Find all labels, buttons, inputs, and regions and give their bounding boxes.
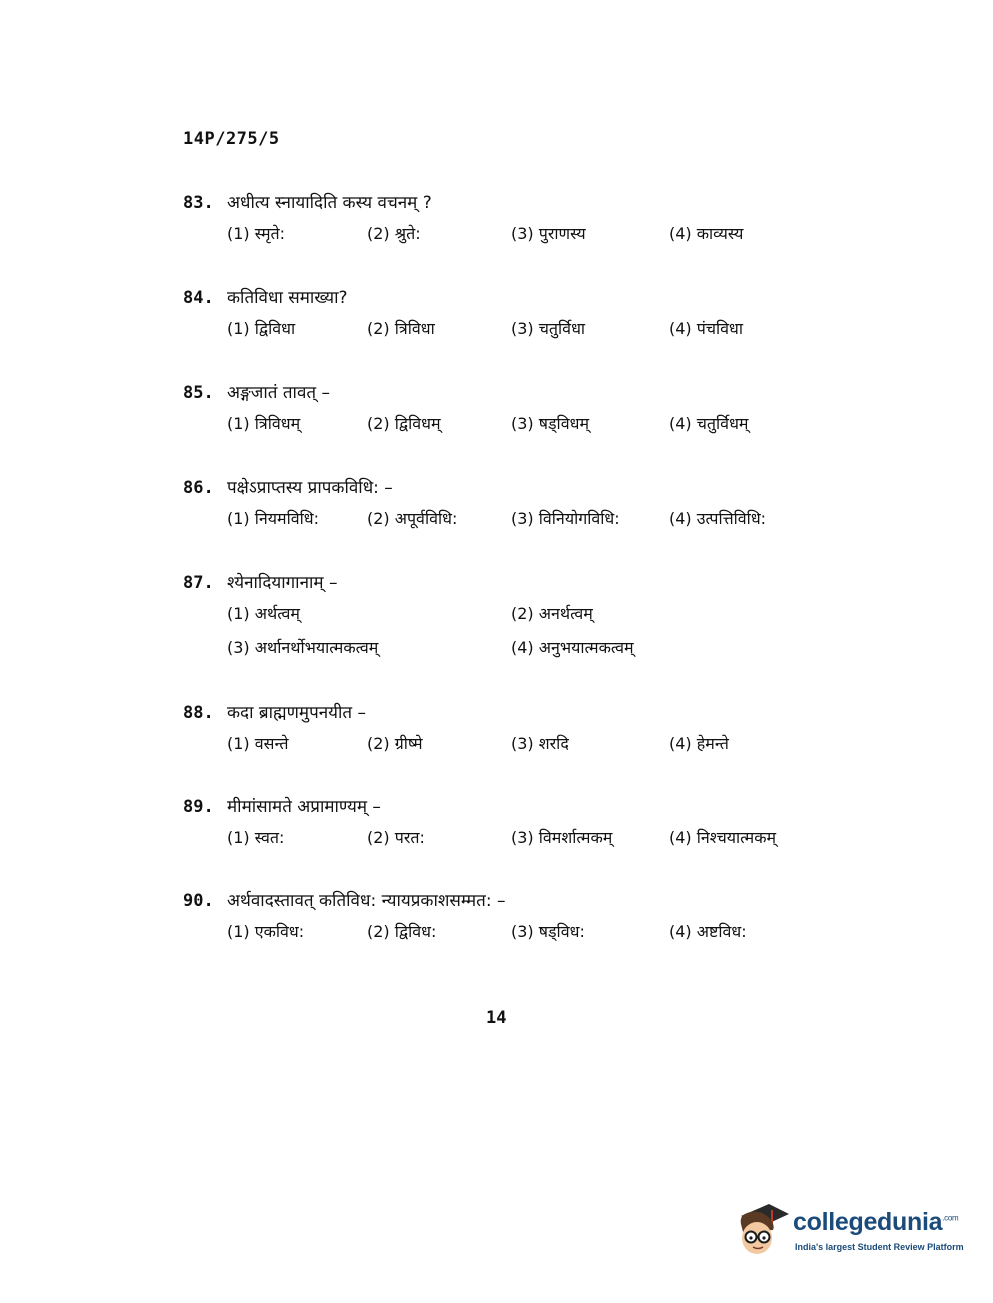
option-2: (2) द्विविधम् xyxy=(367,414,441,433)
option-1: (1) नियमविधि: xyxy=(227,509,320,528)
option-4: (4) अष्टविध: xyxy=(669,922,747,941)
question-number: 89. xyxy=(183,797,214,817)
option-3: (3) विनियोगविधि: xyxy=(511,509,620,528)
question-text: श्येनादियागानाम् – xyxy=(227,573,338,593)
question-number: 86. xyxy=(183,478,214,498)
option-4: (4) उत्पत्तिविधि: xyxy=(669,509,767,528)
option-4: (4) निश्चयात्मकम् xyxy=(669,828,777,847)
question-90 xyxy=(183,888,823,950)
option-1: (1) स्वत: xyxy=(227,828,285,847)
option-1: (1) वसन्ते xyxy=(227,734,289,753)
option-4: (4) चतुर्विधम् xyxy=(669,414,749,433)
question-text: अङ्गजातं तावत् – xyxy=(227,383,330,403)
page-number: 14 xyxy=(486,1008,507,1028)
option-2: (2) परत: xyxy=(367,828,425,847)
option-4: (4) अनुभयात्मकत्वम् xyxy=(511,638,634,657)
option-3: (3) विमर्शात्मकम् xyxy=(511,828,613,847)
question-number: 85. xyxy=(183,383,214,403)
option-1: (1) त्रिविधम् xyxy=(227,414,301,433)
option-3: (3) चतुर्विधा xyxy=(511,319,586,338)
option-1: (1) द्विविधा xyxy=(227,319,296,338)
question-86 xyxy=(183,475,823,537)
question-number: 90. xyxy=(183,891,214,911)
brand-domain-suffix: .com xyxy=(942,1213,959,1223)
option-2: (2) श्रुते: xyxy=(367,224,421,243)
option-1: (1) एकविध: xyxy=(227,922,305,941)
question-number: 87. xyxy=(183,573,214,593)
option-1: (1) स्मृते: xyxy=(227,224,286,243)
option-2: (2) द्विविध: xyxy=(367,922,437,941)
question-text: कदा ब्राह्मणमुपनयीत – xyxy=(227,703,367,723)
question-number: 83. xyxy=(183,193,214,213)
question-89 xyxy=(183,794,823,856)
brand-tagline: India's largest Student Review Platform xyxy=(795,1242,964,1252)
option-3: (3) पुराणस्य xyxy=(511,224,586,243)
question-88 xyxy=(183,700,823,762)
option-2: (2) अनर्थत्वम् xyxy=(511,604,593,623)
question-83 xyxy=(183,190,823,252)
question-text: अधीत्य स्नायादिति कस्य वचनम् ? xyxy=(227,193,432,213)
question-number: 84. xyxy=(183,288,214,308)
question-number: 88. xyxy=(183,703,214,723)
question-87 xyxy=(183,570,823,666)
option-3: (3) षड्विधम् xyxy=(511,414,590,433)
option-4: (4) काव्यस्य xyxy=(669,224,744,243)
option-3: (3) अर्थानर्थोभयात्मकत्वम् xyxy=(227,638,379,657)
brand-name: collegedunia$^{.com}$ xyxy=(793,1208,959,1236)
question-text: मीमांसामते अप्रामाण्यम् – xyxy=(227,797,381,817)
mascot-logo-icon xyxy=(733,1200,791,1260)
paper-code: 14P/275/5 xyxy=(183,129,280,149)
option-1: (1) अर्थत्वम् xyxy=(227,604,300,623)
collegedunia-watermark xyxy=(733,1196,963,1266)
question-text: पक्षेऽप्राप्तस्य प्रापकविधि: – xyxy=(227,478,393,498)
question-text: कतिविधा समाख्या? xyxy=(227,288,348,308)
option-2: (2) ग्रीष्मे xyxy=(367,734,423,753)
option-2: (2) अपूर्वविधि: xyxy=(367,509,458,528)
question-text: अर्थवादस्तावत् कतिविध: न्यायप्रकाशसम्मत: – xyxy=(227,891,506,911)
option-4: (4) पंचविधा xyxy=(669,319,744,338)
option-3: (3) शरदि xyxy=(511,734,569,753)
question-85 xyxy=(183,380,823,442)
question-84 xyxy=(183,285,823,347)
option-2: (2) त्रिविधा xyxy=(367,319,435,338)
option-4: (4) हेमन्ते xyxy=(669,734,729,753)
option-3: (3) षड्विध: xyxy=(511,922,585,941)
